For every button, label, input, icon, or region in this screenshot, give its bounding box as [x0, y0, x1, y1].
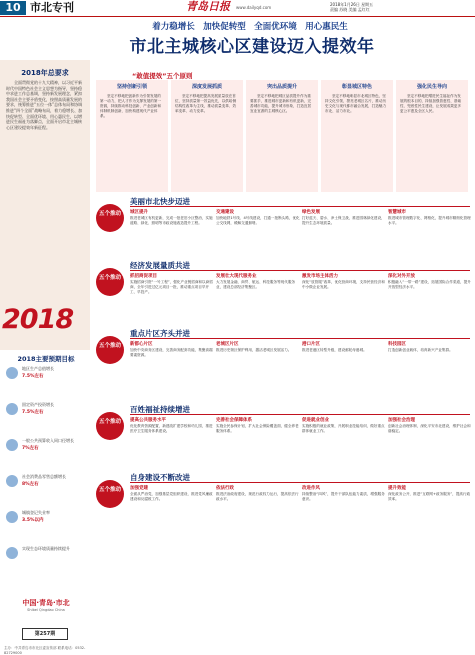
target-item	[6, 437, 88, 455]
block-subheading: 智慧城市	[388, 210, 406, 215]
block-text: 实施积极的就业政策，开展职业技能培训，做好重点群体就业工作。	[302, 424, 385, 433]
editor-line: 责编 苏晓 美编 孟红红	[330, 7, 370, 12]
principle-text: 坚定不移地把城区品质提升作为重要抓手，推进城市更新和有机更新，完善城市功能，提升城市形象，打造宜居宜业宜游的主城核心区。	[250, 94, 312, 113]
block-divider	[130, 338, 470, 339]
block-text: 优化教育资源配置，新建改扩建学校和幼儿园，推进医疗卫生服务体系建设。	[130, 424, 213, 433]
target-icon	[6, 367, 18, 379]
block-text: 加快地铁1号线、4号线建设，打通一批断头路，优化公交线网，缓解交通拥堵。	[216, 216, 300, 225]
target-label: 实现生态环境质量持续提升	[22, 546, 70, 551]
page-header	[0, 0, 475, 17]
block-subheading: 老城区片区	[216, 342, 239, 347]
block-divider	[130, 482, 470, 483]
block-subheading: 提高公共服务水平	[130, 418, 166, 423]
block-badge: 五个推动	[96, 412, 124, 440]
principle-column	[321, 80, 393, 192]
headline: 市北主城核心区建设迈入提效年	[129, 37, 375, 57]
summary-text: 全面贯彻党的十九大精神，以习近平新时代中国特色社会主义思想为指导，坚持稳中求进工作总基调，坚持新发展理念，紧扣我国社会主要矛盾变化，按照高质量发展的要求，统筹推进“五位一体”总体布局和协调推进“四个全面”战略布局，着力稳增长、加快促转型、全面优环境、用心惠民生，以增进民生福祉为落脚点，全面开启市北主城核心区建设提效年新征程。	[6, 80, 83, 130]
target-label: 社会消费品零售总额增长	[22, 474, 66, 479]
block-text: 推进老城区有机更新，完成一批老旧小区整治，实施道路、绿化、照明等市政设施改造提升工程。	[130, 216, 213, 225]
big-year: 2018	[2, 304, 74, 335]
principle-heading: 强化民生导向	[416, 84, 447, 90]
block-subheading: 促进就业创业	[302, 418, 329, 423]
target-label: 一般公共预算收入同口径增长	[22, 438, 74, 443]
block-divider	[130, 414, 470, 415]
target-icon	[6, 439, 18, 451]
principle-heading: 突出品质提升	[266, 84, 297, 90]
block-subheading: 改进作风	[302, 486, 320, 491]
block-subheading: 港口片区	[302, 342, 320, 347]
summary-panel	[0, 60, 90, 350]
target-item	[6, 473, 88, 491]
target-label: 地区生产总值增长	[22, 366, 54, 371]
block-title: 美丽市北快步迈进	[130, 197, 190, 206]
block-text: 持续整治“四风”，提升干部队伍能力素质，增强服务意识。	[302, 492, 385, 501]
target-label: 固定资产投资增长	[22, 402, 54, 407]
principle-text: 坚定不移地彰显市北城区特色，坚持文化引领，擦亮老城区名片，推动历史文化与现代都市融合发展，打造魅力市北、活力市北。	[325, 94, 387, 113]
target-item	[6, 401, 88, 419]
principle-text: 坚定不移地把提高发展质量放在首位，坚持质量第一效益优先，以供给侧结构性改革为主线，推动质量变革、效率变革、动力变革。	[175, 94, 237, 113]
block-text: 实施招商引资“一号工程”，强化产业链招商和以商招商，全年引进过亿元项目一批，推动重点项目早开工、早投产。	[130, 280, 213, 294]
block-text: 推进法治政府建设，规范行政权力运行，提高依法行政水平。	[216, 492, 299, 501]
header-info	[330, 2, 470, 12]
block-text: 大力发展金融、商贸、航运、科技服务等现代服务业，建设总部经济集聚区。	[216, 280, 296, 289]
target-item	[6, 545, 88, 563]
block-text: 推进历史街区保护利用，激活老城区发展活力。	[216, 348, 292, 352]
block-subheading: 城区提升	[130, 210, 148, 215]
target-icon	[6, 475, 18, 487]
block-text: 积极融入“一带一路”建设，拓展国际合作渠道，提升开放型经济水平。	[388, 280, 471, 289]
block-text: 打造创新创业载体，培育新兴产业集群。	[388, 348, 453, 352]
target-icon	[6, 547, 18, 559]
section-name: 市北专刊	[30, 1, 74, 14]
block-text: 深化政务公开，推进“互联网+政务服务”，提高行政效率。	[388, 492, 471, 501]
block-badge: 五个推动	[96, 336, 124, 364]
target-label: 城镇登记失业率	[22, 510, 50, 515]
principles-title: “敢值提效”五个原则	[132, 72, 193, 80]
block-subheading: 新都心片区	[130, 342, 153, 347]
target-value: 7.5%左右	[22, 410, 44, 415]
page-number: 10	[0, 1, 26, 15]
target-item	[6, 509, 88, 527]
block-subheading: 完善社会保障体系	[216, 418, 252, 423]
footer-subtitle: Shibei Qingdao China	[27, 608, 65, 612]
block-text: 加快中央商务区建设，完善商务配套功能，集聚高端要素资源。	[130, 348, 213, 357]
newspaper-logo: 青岛日报	[186, 0, 230, 13]
block-text: 推进老港区转型升级，建设邮轮母港城。	[302, 348, 367, 352]
block-subheading: 深化对外开放	[388, 274, 415, 279]
block-subheading: 科技园区	[388, 342, 406, 347]
principle-column	[96, 80, 168, 192]
targets-title: 2018主要预期目标	[17, 355, 75, 363]
block-badge: 五个推动	[96, 268, 124, 296]
target-icon	[6, 403, 18, 415]
footer-logo: 中国·青岛·市北	[22, 599, 70, 607]
block-subheading: 加强社会治理	[388, 418, 415, 423]
principle-column	[246, 80, 318, 192]
principle-heading: 深度发展抓质	[191, 84, 222, 90]
target-value: 7.5%左右	[22, 374, 44, 379]
block-subheading: 依法行政	[216, 486, 234, 491]
block-text: 打好蓝天、碧水、净土保卫战，推进园林绿化建设，提升生态环境质量。	[302, 216, 385, 225]
block-subheading: 抓招商促项目	[130, 274, 157, 279]
block-subheading: 加强党建	[130, 486, 148, 491]
block-text: 创新社会治理体制，深化平安市北建设，维护社会和谐稳定。	[388, 424, 471, 433]
block-subheading: 绿色发展	[302, 210, 320, 215]
date-line: 2018年1月26日 星期五	[330, 2, 374, 7]
principle-column	[171, 80, 243, 192]
block-text: 推进城市管理数字化、网格化，提升城市精细化管理水平。	[388, 216, 471, 225]
block-subheading: 交通建设	[216, 210, 234, 215]
block-title: 自身建设不断改进	[130, 473, 190, 482]
target-value: 8%左右	[22, 482, 39, 487]
principle-text: 坚定不移地把增进民生福祉作为发展的根本目的，持续加强普惠性、基础性、兜底性民生建设，让发展成果更多更公平惠及全区人民。	[400, 94, 462, 113]
block-divider	[130, 270, 470, 271]
principle-column	[396, 80, 468, 192]
left-column	[0, 60, 90, 655]
block-badge: 五个推动	[96, 480, 124, 508]
summary-title: 2018年总要求	[21, 69, 69, 77]
block-text: 全面从严治党，加强基层党组织建设，推进党风廉政建设和反腐败工作。	[130, 492, 213, 501]
principle-heading: 坚持创新引领	[116, 84, 147, 90]
kicker-line: 着力稳增长 加快促转型 全面优环境 用心惠民生	[152, 22, 348, 32]
target-item	[6, 365, 88, 383]
principle-heading: 彰显城区特色	[341, 84, 372, 90]
block-text: 深化“放管服”改革，优化营商环境，支持民营经济和中小微企业发展。	[302, 280, 385, 289]
block-title: 经济发展量质共进	[130, 261, 190, 270]
block-subheading: 提升效能	[388, 486, 406, 491]
target-value: 7%左右	[22, 446, 39, 451]
target-icon	[6, 511, 18, 523]
footer-address: 主办：中共青岛市市北区委宣传部 联系电话：0532-82729000	[4, 646, 86, 655]
block-text: 实施全民参保计划，扩大社会保险覆盖面，健全养老服务体系。	[216, 424, 299, 433]
block-title: 重点片区齐头并进	[130, 329, 190, 338]
block-title: 百姓福祉持续增进	[130, 405, 190, 414]
block-badge: 五个推动	[96, 204, 124, 232]
block-divider	[130, 206, 470, 207]
target-value: 3.5%以内	[22, 518, 44, 523]
principle-text: 坚定不移地把创新作为引领发展的第一动力，把人才作为支撑发展的第一资源，持续推动科技创新、产业创新和体制机制创新，加快构建现代产业体系。	[100, 94, 162, 118]
website-link[interactable]: www.dailyqd.com	[236, 5, 272, 10]
block-subheading: 发展壮大现代服务业	[216, 274, 257, 279]
block-subheading: 激发市场主体活力	[302, 274, 338, 279]
issue-number: 第257期	[22, 628, 68, 640]
